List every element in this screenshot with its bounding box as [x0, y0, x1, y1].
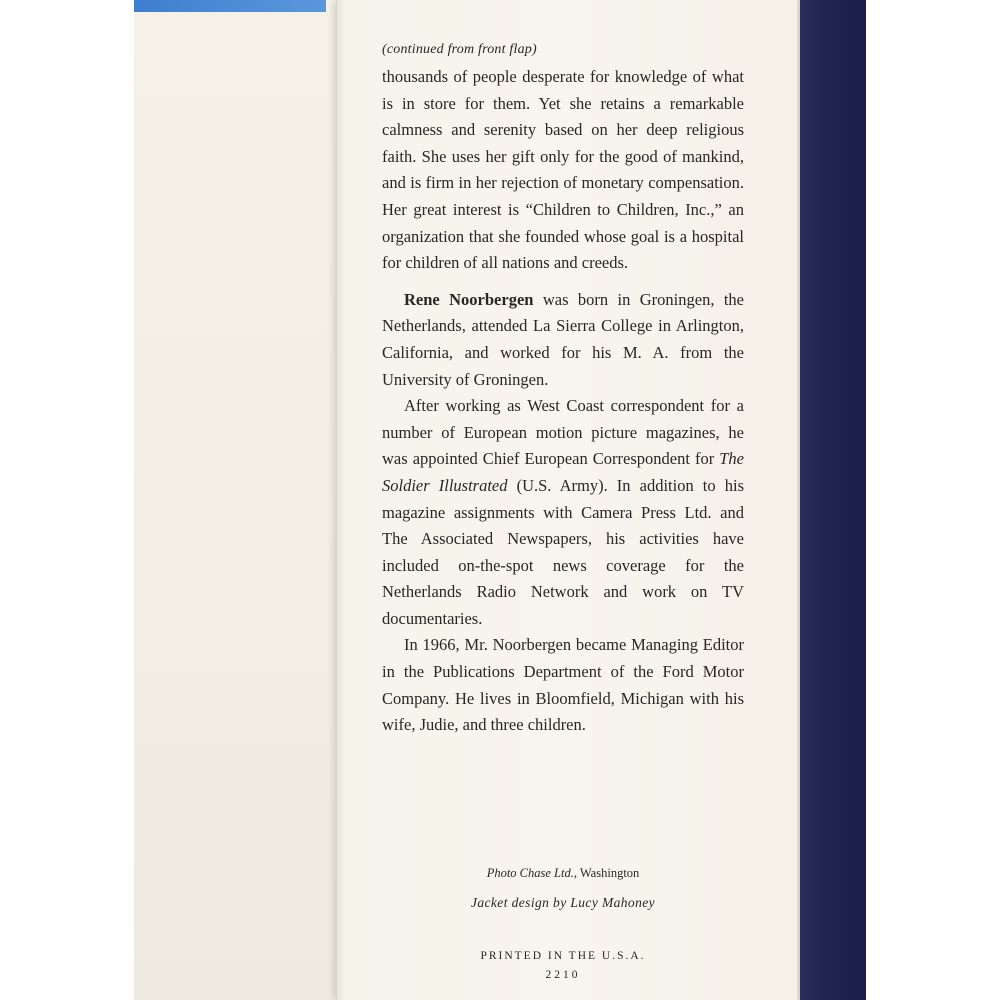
- blue-cover-edge: [134, 0, 326, 12]
- dark-binding-edge: [800, 0, 866, 1000]
- photo-credit-place: , Washington: [573, 866, 640, 880]
- paragraph-3: [382, 393, 744, 632]
- paragraph-4: In 1966, Mr. Noorbergen became Managing Editor in the Publications Department of the Ford Motor Company. He lives in Bloomfield, Michigan with his wife, Judie, and three children.: [382, 635, 744, 735]
- flap-text: [382, 40, 744, 739]
- left-margin: [0, 0, 134, 1000]
- paragraph-2: [382, 287, 744, 393]
- paragraph-3-text-b: (U.S. Army). In addition to his magazine assignments with Camera Press Ltd. and The Associated Newspapers, his activities have included on-the-spot news coverage for the Netherlands Radio Network and work on TV documentaries.: [382, 475, 744, 628]
- paragraph-1: thousands of people desperate for knowledge of what is in store for them. Yet she retains a remarkable calmness and serenity based on her deep religious faith. She uses her gift only for the good of mankind, and is firm in her rejection of monetary compensation. Her great interest is “Children to Children, Inc.,” an organization that she founded whose goal is a hospital for children of all nations and creeds.: [382, 67, 744, 273]
- printed-in-usa: PRINTED IN THE U.S.A.: [480, 950, 646, 962]
- jacket-design-credit: Jacket design by Lucy Mahoney: [470, 895, 656, 910]
- author-name: Rene Noorbergen: [404, 289, 534, 309]
- continued-note: (continued from front flap): [382, 42, 537, 57]
- magazine-title: The Soldier Illustrated: [382, 449, 744, 495]
- photo-credit: [382, 866, 744, 881]
- print-code: 2210: [545, 969, 581, 981]
- photo-credit-name: Photo Chase Ltd.: [486, 866, 574, 880]
- paragraph-3-text-a: After working as West Coast correspondent for a number of European motion picture magazines, he was appointed Chief European Correspondent for: [382, 396, 744, 469]
- right-margin: [866, 0, 1000, 1000]
- paragraph-2-text: was born in Groningen, the Netherlands, attended La Sierra College in Arlington, California, and worked for his M. A. from the University of Groningen.: [382, 289, 744, 389]
